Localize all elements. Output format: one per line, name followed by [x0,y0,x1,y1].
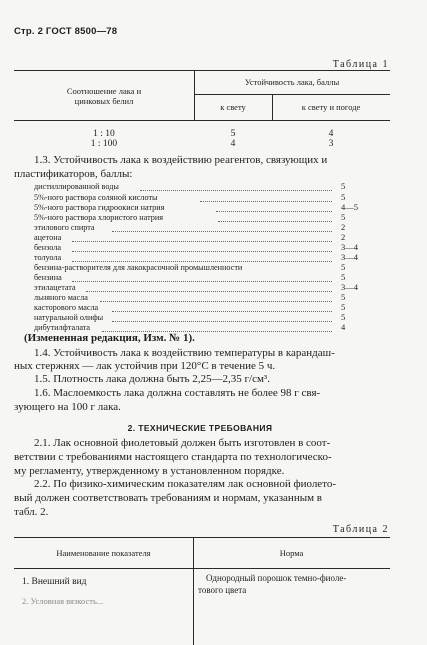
reagent-name: этилового спирта [34,223,95,232]
para-2-2-line2: вый должен соответствовать требованиям и нормам, указанным в [14,492,322,504]
para-1-3-line2: пластификаторов, баллы: [14,168,133,180]
amendment-note: (Измененная редакция, Изм. № 1). [24,332,195,344]
reagent-name: бензина [34,273,62,282]
reagent-score: 3—4 [341,252,358,262]
table2-row2-name-partial: 2. Условная вязкость... [22,596,104,606]
reagent-name: 5%-ного раствора гидроокиси натрия [34,203,165,212]
para-2-2-line1: 2.2. По физико-химическим показателям лак основной фиолето- [34,478,337,490]
reagent-name: касторового масла [34,303,99,312]
para-1-3-line1: 1.3. Устойчивость лака к воздействию реагентов, связующих и [34,154,328,166]
reagent-score: 5 [341,262,346,272]
reagent-leader [112,321,332,322]
reagent-name: дистиллированной воды [34,182,119,191]
page-header: Стр. 2 ГОСТ 8500—78 [14,26,118,37]
reagent-leader [72,251,332,252]
reagent-name: толуола [34,253,62,262]
reagent-leader [86,291,332,292]
para-1-4-line1: 1.4. Устойчивость лака к воздействию температуры в карандаш- [34,347,335,359]
table1-row1-light: 5 [230,129,236,139]
table2-col2-header: Норма [279,548,304,558]
para-1-5: 1.5. Плотность лака должна быть 2,25—2,35 г/см³. [34,373,270,385]
reagent-score: 5 [341,272,346,282]
table1-row1-weather: 4 [328,129,334,139]
reagent-score: 4—5 [341,202,358,212]
para-2-1-line1: 2.1. Лак основной фиолетовый должен быть изготовлен в соот- [34,437,331,449]
reagent-score: 5 [341,302,346,312]
para-2-2-line3: табл. 2. [14,506,49,518]
para-1-6-line1: 1.6. Маслоемкость лака должна составлять не более 98 г свя- [34,387,321,399]
reagent-score: 5 [341,192,346,202]
reagent-leader [72,261,332,262]
para-1-4-line2: ных стержнях — лак устойчив при 120°С в течение 5 ч. [14,360,276,372]
table1-group-header: Устойчивость лака, баллы [244,77,340,87]
reagent-name: натуральной олифы [34,313,104,322]
table2-top-rule [14,537,390,538]
table2-row1-name: 1. Внешний вид [22,577,87,587]
reagent-leader [218,221,332,222]
reagent-score: 2 [341,222,346,232]
reagent-score: 3—4 [341,242,358,252]
reagent-score: 5 [341,212,346,222]
reagent-score: 5 [341,312,346,322]
reagent-leader [140,190,332,191]
reagent-name: дибутилфталата [34,323,91,332]
para-2-1-line3: му регламенту, утвержденному в установленном порядке. [14,465,285,477]
section-2-title: 2. ТЕХНИЧЕСКИЕ ТРЕБОВАНИЯ [127,423,273,433]
table1-row2-weather: 3 [328,139,334,149]
table1-row1-ratio: 1 : 10 [93,129,115,139]
table2-col1-header: Наименование показателя [56,548,151,558]
table1-row2-light: 4 [230,139,236,149]
reagent-name: этилацетата [34,283,76,292]
table2-caption: Таблица 2 [332,524,389,535]
reagent-leader [112,311,332,312]
table1-col1-line1: Соотношение лака и [66,86,142,96]
table1-header-rule [14,120,390,121]
reagent-leader [200,201,332,202]
table1-group-rule [194,94,390,95]
reagent-score: 5 [341,181,346,191]
table1-col1-line2: цинковых белил [74,96,134,106]
reagent-name: бензина-растворителя для лакокрасочной промышленности [34,263,243,272]
reagent-name: 5%-ного раствора соляной кислоты [34,193,158,202]
reagent-score: 2 [341,232,346,242]
table1-sub-header-light: к свету [220,102,246,112]
reagent-leader [112,231,332,232]
table2-row1-norm-line1: Однородный порошок темно-фиоле- [206,573,347,583]
reagent-score: 5 [341,292,346,302]
table2-header-rule [14,568,390,569]
table1-top-rule [14,70,390,71]
reagent-score: 4 [341,322,346,332]
table1-row2-ratio: 1 : 100 [90,139,118,149]
table2-row1-norm-line2: тового цвета [198,585,247,595]
table1-sub-header-weather: к свету и погоде [301,102,361,112]
reagent-leader [72,241,332,242]
table1-caption: Таблица 1 [332,59,389,70]
reagent-name: бензола [34,243,61,252]
reagent-name: ацетона [34,233,62,242]
reagent-score: 3—4 [341,282,358,292]
reagent-name: льняного масла [34,293,88,302]
reagent-leader [216,211,332,212]
para-1-6-line2: зующего на 100 г лака. [14,401,121,413]
table1-col1-header [14,86,194,106]
reagent-leader [100,301,332,302]
reagent-name: 5%-ного раствора хлористого натрия [34,213,163,222]
reagent-leader [72,281,332,282]
para-2-1-line2: ветствии с требованиями настоящего стандарта по технологическо- [14,451,332,463]
